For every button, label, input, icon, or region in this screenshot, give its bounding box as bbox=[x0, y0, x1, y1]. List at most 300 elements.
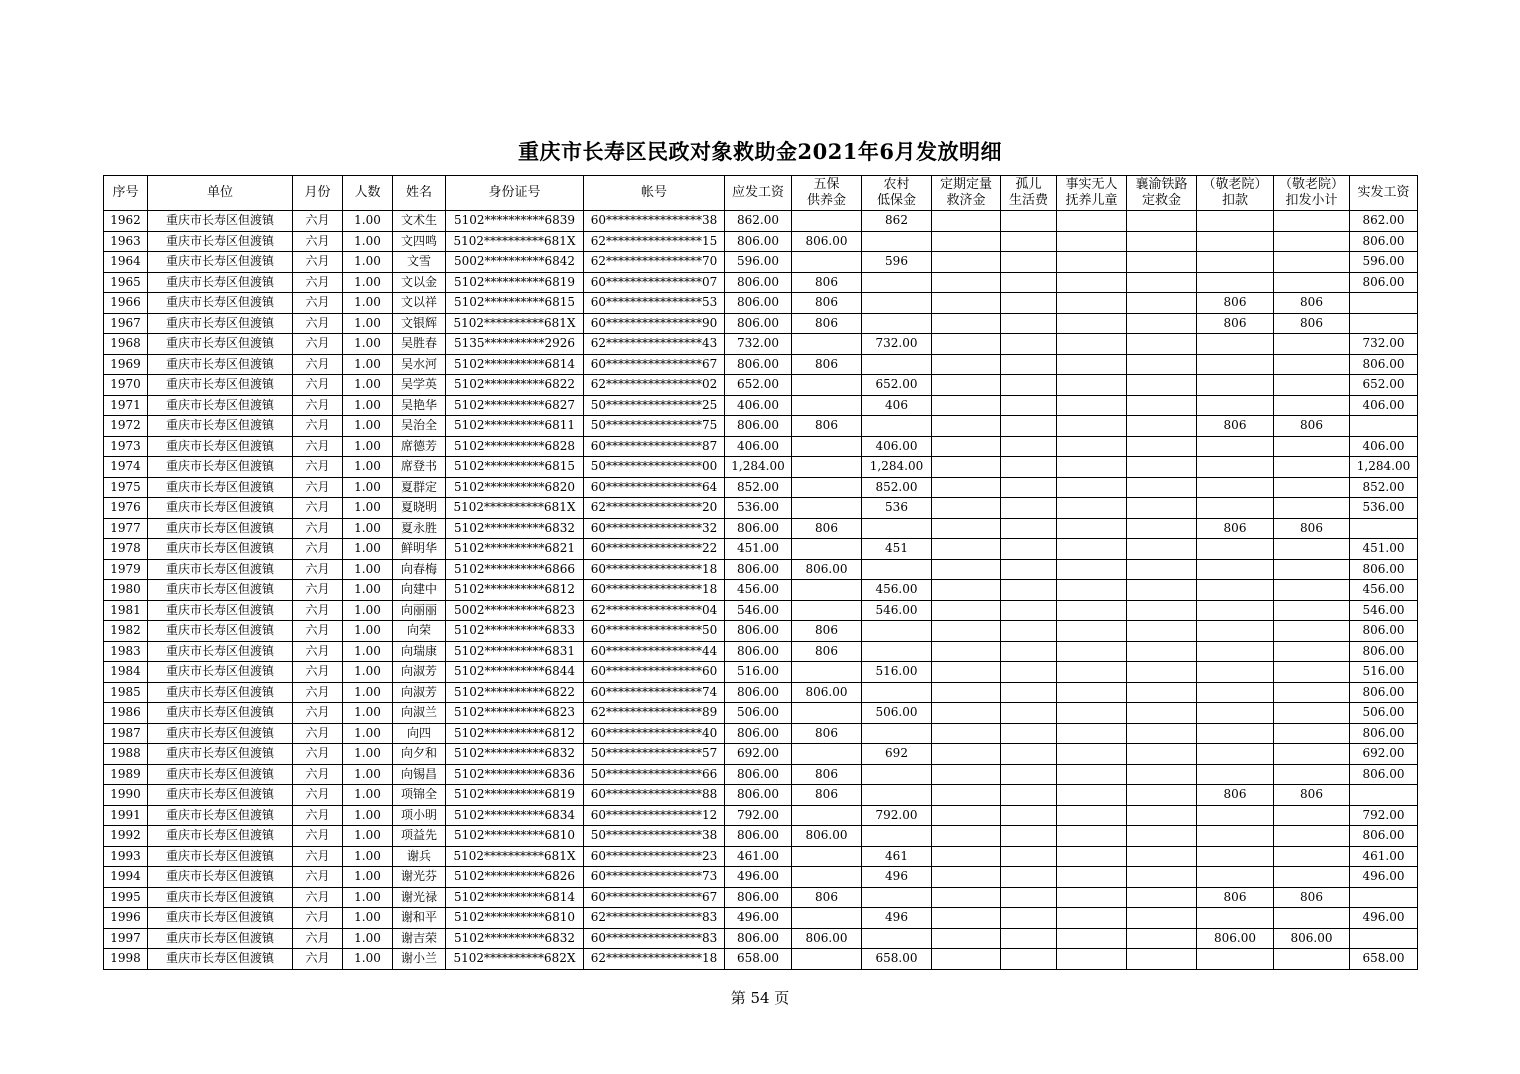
table-cell bbox=[1127, 826, 1197, 847]
table-cell: 1.00 bbox=[343, 231, 393, 252]
table-cell bbox=[1274, 949, 1350, 970]
table-cell bbox=[792, 334, 862, 355]
table-cell: 夏晓明 bbox=[393, 498, 446, 519]
table-row bbox=[104, 354, 1418, 375]
table-cell: 六月 bbox=[293, 559, 343, 580]
table-cell: 谢和平 bbox=[393, 908, 446, 929]
table-cell: 1.00 bbox=[343, 272, 393, 293]
table-cell: 806.00 bbox=[792, 682, 862, 703]
table-cell: 六月 bbox=[293, 293, 343, 314]
table-cell bbox=[932, 785, 1001, 806]
table-cell bbox=[1127, 908, 1197, 929]
table-cell: 5102**********6819 bbox=[446, 785, 584, 806]
table-row bbox=[104, 887, 1418, 908]
table-cell bbox=[932, 211, 1001, 232]
table-cell: 重庆市长寿区但渡镇 bbox=[148, 928, 293, 949]
table-cell: 852.00 bbox=[862, 477, 932, 498]
table-cell: 1.00 bbox=[343, 867, 393, 888]
table-row bbox=[104, 744, 1418, 765]
table-cell: 重庆市长寿区但渡镇 bbox=[148, 498, 293, 519]
table-cell bbox=[1057, 641, 1127, 662]
table-row bbox=[104, 908, 1418, 929]
table-cell: 重庆市长寿区但渡镇 bbox=[148, 867, 293, 888]
table-cell: 862.00 bbox=[1350, 211, 1418, 232]
table-cell bbox=[1127, 211, 1197, 232]
table-cell bbox=[1001, 764, 1057, 785]
table-cell: 向锡昌 bbox=[393, 764, 446, 785]
table-cell: 重庆市长寿区但渡镇 bbox=[148, 231, 293, 252]
table-cell: 806 bbox=[792, 313, 862, 334]
table-cell bbox=[1197, 826, 1274, 847]
table-cell bbox=[1197, 395, 1274, 416]
table-row bbox=[104, 313, 1418, 334]
table-row bbox=[104, 662, 1418, 683]
table-cell bbox=[1127, 600, 1197, 621]
table-cell: 62****************70 bbox=[584, 252, 725, 273]
table-cell: 1971 bbox=[104, 395, 148, 416]
table-row bbox=[104, 436, 1418, 457]
table-cell: 506.00 bbox=[725, 703, 792, 724]
table-cell: 1995 bbox=[104, 887, 148, 908]
table-cell: 596 bbox=[862, 252, 932, 273]
table-cell bbox=[862, 785, 932, 806]
table-cell: 806 bbox=[792, 621, 862, 642]
table-cell: 806 bbox=[1197, 313, 1274, 334]
table-cell: 1980 bbox=[104, 580, 148, 601]
table-cell: 向淑芳 bbox=[393, 682, 446, 703]
table-cell: 456.00 bbox=[1350, 580, 1418, 601]
table-cell bbox=[1127, 252, 1197, 273]
table-row bbox=[104, 867, 1418, 888]
table-cell bbox=[792, 600, 862, 621]
table-cell bbox=[1057, 662, 1127, 683]
table-cell: 496.00 bbox=[725, 908, 792, 929]
table-cell bbox=[1274, 559, 1350, 580]
table-cell bbox=[1057, 580, 1127, 601]
table-cell: 向夕和 bbox=[393, 744, 446, 765]
table-cell: 文银辉 bbox=[393, 313, 446, 334]
table-cell: 406.00 bbox=[725, 395, 792, 416]
table-cell: 806.00 bbox=[725, 559, 792, 580]
table-header-row bbox=[104, 176, 1418, 211]
table-cell bbox=[1057, 846, 1127, 867]
table-cell: 1.00 bbox=[343, 457, 393, 478]
table-cell: 1,284.00 bbox=[1350, 457, 1418, 478]
table-row bbox=[104, 580, 1418, 601]
table-cell bbox=[1127, 887, 1197, 908]
table-cell: 1.00 bbox=[343, 477, 393, 498]
column-header: 身份证号 bbox=[446, 176, 584, 211]
table-cell: 806 bbox=[1197, 416, 1274, 437]
table-cell: 1979 bbox=[104, 559, 148, 580]
table-cell bbox=[792, 436, 862, 457]
table-cell bbox=[1127, 703, 1197, 724]
table-cell bbox=[792, 477, 862, 498]
table-cell: 461.00 bbox=[1350, 846, 1418, 867]
table-cell: 六月 bbox=[293, 928, 343, 949]
table-cell: 506.00 bbox=[862, 703, 932, 724]
table-cell: 60****************50 bbox=[584, 621, 725, 642]
table-cell bbox=[1001, 395, 1057, 416]
table-cell: 1.00 bbox=[343, 846, 393, 867]
table-row bbox=[104, 559, 1418, 580]
table-cell bbox=[862, 293, 932, 314]
table-cell: 重庆市长寿区但渡镇 bbox=[148, 805, 293, 826]
table-cell bbox=[1274, 805, 1350, 826]
table-cell: 1998 bbox=[104, 949, 148, 970]
table-cell: 60****************60 bbox=[584, 662, 725, 683]
table-cell bbox=[1001, 293, 1057, 314]
table-cell bbox=[1197, 477, 1274, 498]
table-cell: 5102**********6832 bbox=[446, 744, 584, 765]
table-cell: 1964 bbox=[104, 252, 148, 273]
table-cell bbox=[1127, 334, 1197, 355]
table-cell bbox=[932, 293, 1001, 314]
table-cell: 62****************15 bbox=[584, 231, 725, 252]
table-cell: 1.00 bbox=[343, 949, 393, 970]
table-cell: 62****************83 bbox=[584, 908, 725, 929]
table-row bbox=[104, 703, 1418, 724]
table-cell bbox=[1057, 785, 1127, 806]
table-cell: 806 bbox=[792, 764, 862, 785]
table-cell bbox=[862, 559, 932, 580]
table-cell: 652.00 bbox=[862, 375, 932, 396]
table-cell bbox=[1197, 723, 1274, 744]
payment-table bbox=[103, 175, 1418, 970]
table-cell: 六月 bbox=[293, 723, 343, 744]
table-cell bbox=[1274, 477, 1350, 498]
table-cell: 461 bbox=[862, 846, 932, 867]
table-cell: 1973 bbox=[104, 436, 148, 457]
table-cell: 5102**********6832 bbox=[446, 518, 584, 539]
table-cell: 1.00 bbox=[343, 211, 393, 232]
table-cell: 向淑芳 bbox=[393, 662, 446, 683]
table-cell: 重庆市长寿区但渡镇 bbox=[148, 252, 293, 273]
table-cell: 重庆市长寿区但渡镇 bbox=[148, 559, 293, 580]
table-cell bbox=[1127, 867, 1197, 888]
table-cell bbox=[932, 867, 1001, 888]
table-cell bbox=[862, 723, 932, 744]
table-cell bbox=[862, 313, 932, 334]
table-cell: 5102**********6866 bbox=[446, 559, 584, 580]
table-cell: 50****************00 bbox=[584, 457, 725, 478]
table-cell bbox=[1057, 539, 1127, 560]
table-cell: 852.00 bbox=[725, 477, 792, 498]
table-cell: 5102**********6822 bbox=[446, 375, 584, 396]
table-cell: 1996 bbox=[104, 908, 148, 929]
table-cell bbox=[1274, 272, 1350, 293]
table-cell: 项益先 bbox=[393, 826, 446, 847]
table-cell: 1.00 bbox=[343, 375, 393, 396]
table-cell: 1988 bbox=[104, 744, 148, 765]
table-cell bbox=[1350, 313, 1418, 334]
table-cell: 吴胜春 bbox=[393, 334, 446, 355]
table-cell: 496 bbox=[862, 867, 932, 888]
table-cell: 5102**********6827 bbox=[446, 395, 584, 416]
table-cell: 5102**********6844 bbox=[446, 662, 584, 683]
table-cell: 六月 bbox=[293, 498, 343, 519]
table-cell: 62****************20 bbox=[584, 498, 725, 519]
table-cell bbox=[792, 846, 862, 867]
table-cell: 5102**********6821 bbox=[446, 539, 584, 560]
table-cell: 1.00 bbox=[343, 293, 393, 314]
table-cell: 596.00 bbox=[725, 252, 792, 273]
table-cell bbox=[1197, 252, 1274, 273]
table-cell bbox=[1197, 272, 1274, 293]
table-cell: 652.00 bbox=[725, 375, 792, 396]
table-cell bbox=[1001, 354, 1057, 375]
table-cell bbox=[1057, 621, 1127, 642]
table-cell bbox=[1197, 867, 1274, 888]
table-cell bbox=[792, 744, 862, 765]
table-cell: 806.00 bbox=[1350, 559, 1418, 580]
table-row bbox=[104, 539, 1418, 560]
table-cell bbox=[1350, 887, 1418, 908]
table-cell bbox=[1057, 272, 1127, 293]
table-row bbox=[104, 641, 1418, 662]
table-cell: 六月 bbox=[293, 395, 343, 416]
table-cell bbox=[932, 580, 1001, 601]
table-cell: 406.00 bbox=[862, 436, 932, 457]
table-cell bbox=[862, 682, 932, 703]
table-cell: 六月 bbox=[293, 477, 343, 498]
table-cell bbox=[1197, 744, 1274, 765]
table-cell: 60****************07 bbox=[584, 272, 725, 293]
table-cell: 六月 bbox=[293, 805, 343, 826]
table-cell: 792.00 bbox=[862, 805, 932, 826]
table-cell: 重庆市长寿区但渡镇 bbox=[148, 395, 293, 416]
table-cell bbox=[1197, 641, 1274, 662]
table-cell bbox=[862, 928, 932, 949]
table-cell bbox=[1057, 723, 1127, 744]
table-cell: 5102**********6815 bbox=[446, 293, 584, 314]
table-cell bbox=[1127, 375, 1197, 396]
table-cell: 806 bbox=[792, 785, 862, 806]
table-cell bbox=[932, 518, 1001, 539]
table-cell bbox=[1057, 867, 1127, 888]
table-cell: 六月 bbox=[293, 621, 343, 642]
table-cell: 5102**********6812 bbox=[446, 580, 584, 601]
table-cell: 732.00 bbox=[862, 334, 932, 355]
table-cell: 692.00 bbox=[1350, 744, 1418, 765]
table-cell: 5102**********6814 bbox=[446, 887, 584, 908]
table-cell bbox=[1057, 682, 1127, 703]
table-cell: 806.00 bbox=[725, 313, 792, 334]
table-cell bbox=[1001, 600, 1057, 621]
table-cell bbox=[792, 211, 862, 232]
table-cell: 806 bbox=[1274, 518, 1350, 539]
table-cell: 重庆市长寿区但渡镇 bbox=[148, 580, 293, 601]
table-cell bbox=[1127, 354, 1197, 375]
table-cell: 鲜明华 bbox=[393, 539, 446, 560]
table-cell: 向荣 bbox=[393, 621, 446, 642]
table-cell bbox=[1001, 416, 1057, 437]
table-cell: 六月 bbox=[293, 334, 343, 355]
table-cell bbox=[1127, 457, 1197, 478]
table-cell bbox=[932, 375, 1001, 396]
table-cell bbox=[1274, 231, 1350, 252]
table-cell: 451.00 bbox=[1350, 539, 1418, 560]
table-cell bbox=[1057, 395, 1127, 416]
table-cell bbox=[1197, 559, 1274, 580]
table-cell bbox=[932, 559, 1001, 580]
table-cell: 1.00 bbox=[343, 621, 393, 642]
table-cell: 658.00 bbox=[862, 949, 932, 970]
table-cell: 806.00 bbox=[725, 764, 792, 785]
table-cell bbox=[1274, 375, 1350, 396]
table-cell bbox=[1001, 908, 1057, 929]
table-cell bbox=[1001, 211, 1057, 232]
table-cell: 重庆市长寿区但渡镇 bbox=[148, 272, 293, 293]
table-cell bbox=[1197, 703, 1274, 724]
table-cell: 1982 bbox=[104, 621, 148, 642]
table-cell: 60****************88 bbox=[584, 785, 725, 806]
table-row bbox=[104, 785, 1418, 806]
table-cell bbox=[1274, 703, 1350, 724]
table-cell bbox=[1001, 826, 1057, 847]
table-cell bbox=[1127, 846, 1197, 867]
table-cell: 1984 bbox=[104, 662, 148, 683]
table-row bbox=[104, 498, 1418, 519]
table-cell bbox=[792, 805, 862, 826]
table-cell bbox=[1057, 518, 1127, 539]
table-cell: 806.00 bbox=[725, 928, 792, 949]
table-cell: 1.00 bbox=[343, 826, 393, 847]
table-cell: 596.00 bbox=[1350, 252, 1418, 273]
table-cell: 60****************40 bbox=[584, 723, 725, 744]
table-cell bbox=[1001, 846, 1057, 867]
table-cell bbox=[1274, 580, 1350, 601]
table-cell bbox=[932, 908, 1001, 929]
table-cell: 重庆市长寿区但渡镇 bbox=[148, 313, 293, 334]
table-cell: 六月 bbox=[293, 826, 343, 847]
table-cell: 重庆市长寿区但渡镇 bbox=[148, 826, 293, 847]
table-cell bbox=[1001, 252, 1057, 273]
table-cell: 806 bbox=[792, 723, 862, 744]
table-cell bbox=[1127, 498, 1197, 519]
table-cell: 806 bbox=[1274, 785, 1350, 806]
table-cell: 806 bbox=[792, 641, 862, 662]
table-cell: 60****************67 bbox=[584, 887, 725, 908]
table-cell: 1.00 bbox=[343, 313, 393, 334]
table-cell bbox=[1274, 682, 1350, 703]
table-cell: 文以金 bbox=[393, 272, 446, 293]
table-row bbox=[104, 252, 1418, 273]
table-cell bbox=[1350, 928, 1418, 949]
table-cell: 1975 bbox=[104, 477, 148, 498]
table-cell: 六月 bbox=[293, 375, 343, 396]
table-cell: 1.00 bbox=[343, 580, 393, 601]
table-cell: 806.00 bbox=[1350, 621, 1418, 642]
table-cell: 重庆市长寿区但渡镇 bbox=[148, 887, 293, 908]
table-cell: 5102**********6834 bbox=[446, 805, 584, 826]
table-cell bbox=[792, 908, 862, 929]
table-cell bbox=[1274, 539, 1350, 560]
table-cell: 806.00 bbox=[1350, 826, 1418, 847]
table-cell: 重庆市长寿区但渡镇 bbox=[148, 416, 293, 437]
table-cell bbox=[1057, 293, 1127, 314]
table-cell bbox=[932, 416, 1001, 437]
table-cell: 1.00 bbox=[343, 600, 393, 621]
table-cell: 5102**********681X bbox=[446, 231, 584, 252]
table-cell: 向丽丽 bbox=[393, 600, 446, 621]
table-cell bbox=[1057, 416, 1127, 437]
table-cell bbox=[1001, 785, 1057, 806]
table-cell: 692 bbox=[862, 744, 932, 765]
table-cell: 1992 bbox=[104, 826, 148, 847]
table-cell bbox=[1274, 846, 1350, 867]
table-cell: 806.00 bbox=[1350, 231, 1418, 252]
table-cell bbox=[1127, 682, 1197, 703]
table-cell: 1993 bbox=[104, 846, 148, 867]
table-cell: 1978 bbox=[104, 539, 148, 560]
table-cell: 重庆市长寿区但渡镇 bbox=[148, 293, 293, 314]
table-cell bbox=[1001, 641, 1057, 662]
table-cell: 62****************04 bbox=[584, 600, 725, 621]
table-cell bbox=[1001, 887, 1057, 908]
table-cell bbox=[1197, 662, 1274, 683]
table-cell bbox=[1197, 457, 1274, 478]
table-cell bbox=[1127, 723, 1197, 744]
table-row bbox=[104, 846, 1418, 867]
table-cell: 806.00 bbox=[1197, 928, 1274, 949]
table-row bbox=[104, 395, 1418, 416]
table-cell: 六月 bbox=[293, 580, 343, 601]
table-cell: 重庆市长寿区但渡镇 bbox=[148, 457, 293, 478]
table-cell bbox=[792, 580, 862, 601]
table-cell bbox=[932, 477, 1001, 498]
table-cell: 六月 bbox=[293, 457, 343, 478]
table-cell: 806.00 bbox=[1350, 764, 1418, 785]
table-cell bbox=[1001, 928, 1057, 949]
table-cell: 406 bbox=[862, 395, 932, 416]
table-cell: 5102**********6810 bbox=[446, 826, 584, 847]
table-cell: 406.00 bbox=[1350, 436, 1418, 457]
table-cell bbox=[1127, 272, 1197, 293]
table-cell: 5102**********6826 bbox=[446, 867, 584, 888]
table-cell bbox=[932, 436, 1001, 457]
table-cell bbox=[932, 744, 1001, 765]
table-cell: 5102**********6812 bbox=[446, 723, 584, 744]
table-cell: 重庆市长寿区但渡镇 bbox=[148, 641, 293, 662]
table-cell: 重庆市长寿区但渡镇 bbox=[148, 600, 293, 621]
table-cell: 1974 bbox=[104, 457, 148, 478]
table-cell bbox=[1001, 231, 1057, 252]
table-cell bbox=[1001, 744, 1057, 765]
table-cell bbox=[1127, 621, 1197, 642]
table-cell: 62****************43 bbox=[584, 334, 725, 355]
table-cell: 重庆市长寿区但渡镇 bbox=[148, 764, 293, 785]
table-cell bbox=[1197, 908, 1274, 929]
table-cell: 60****************53 bbox=[584, 293, 725, 314]
table-cell: 806.00 bbox=[1350, 354, 1418, 375]
table-cell: 六月 bbox=[293, 313, 343, 334]
table-cell: 496.00 bbox=[1350, 867, 1418, 888]
table-cell: 重庆市长寿区但渡镇 bbox=[148, 682, 293, 703]
table-cell bbox=[862, 231, 932, 252]
table-cell: 重庆市长寿区但渡镇 bbox=[148, 846, 293, 867]
table-cell bbox=[1001, 436, 1057, 457]
table-cell: 536 bbox=[862, 498, 932, 519]
table-cell: 1970 bbox=[104, 375, 148, 396]
column-header: 人数 bbox=[343, 176, 393, 211]
table-cell: 重庆市长寿区但渡镇 bbox=[148, 785, 293, 806]
table-cell: 1.00 bbox=[343, 662, 393, 683]
table-cell bbox=[1057, 949, 1127, 970]
table-cell: 451.00 bbox=[725, 539, 792, 560]
table-cell: 806.00 bbox=[1350, 682, 1418, 703]
table-cell: 806 bbox=[792, 354, 862, 375]
